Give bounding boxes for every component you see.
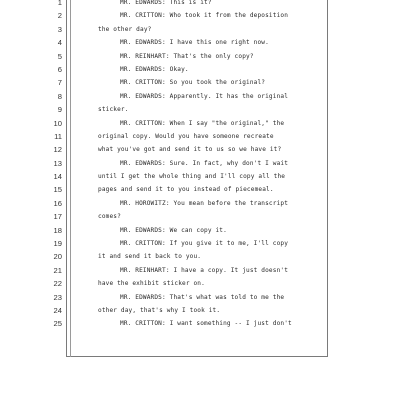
line-number: 11: [54, 131, 62, 141]
line-number: 10: [53, 118, 62, 128]
line-text: the other day?: [98, 25, 152, 33]
line-number: 1: [57, 0, 62, 7]
transcript-line: [0, 157, 400, 170]
line-number: 22: [53, 279, 62, 289]
line-number: 17: [53, 212, 62, 222]
transcript-line: [0, 170, 400, 183]
transcript-line: [0, 9, 400, 22]
transcript-line: [0, 197, 400, 210]
line-text: MR. CRITTON: I want something -- I just don't: [120, 320, 292, 328]
transcript-line: [0, 0, 400, 9]
line-text: MR. EDWARDS: I have this one right now.: [120, 39, 269, 47]
line-text: MR. EDWARDS: Sure. In fact, why don't I wait: [120, 159, 289, 167]
line-number: 12: [53, 145, 62, 155]
transcript-line: [0, 36, 400, 49]
transcript-line: [0, 264, 400, 277]
transcript-line: [0, 50, 400, 63]
line-number: 24: [53, 305, 62, 315]
transcript-line: [0, 224, 400, 237]
line-number: 21: [53, 265, 62, 275]
transcript-line: [0, 183, 400, 196]
line-text: MR. REINHART: That's the only copy?: [120, 52, 254, 60]
line-number: 15: [53, 185, 62, 195]
transcript-line: [0, 291, 400, 304]
line-text: original copy. Would you have someone recreate: [98, 132, 274, 140]
line-number: 16: [53, 198, 62, 208]
transcript-line: [0, 143, 400, 156]
line-number: 9: [57, 105, 62, 115]
line-number: 3: [57, 24, 62, 34]
line-text: MR. EDWARDS: That's what was told to me the: [120, 293, 285, 301]
line-number: 7: [57, 78, 62, 88]
transcript-line: [0, 117, 400, 130]
transcript-line: [0, 237, 400, 250]
transcript-line: [0, 250, 400, 263]
transcript-line: [0, 210, 400, 223]
line-text: MR. EDWARDS: Okay.: [120, 65, 189, 73]
line-number: 4: [57, 38, 62, 48]
line-text: it and send it back to you.: [98, 253, 202, 261]
line-number: 6: [57, 64, 62, 74]
transcript-line: [0, 76, 400, 89]
line-text: until I get the whole thing and I'll copy all the: [98, 173, 286, 181]
line-number: 25: [53, 319, 62, 329]
line-text: MR. CRITTON: Who took it from the deposition: [120, 12, 289, 20]
line-text: MR. CRITTON: So you took the original?: [120, 79, 266, 87]
line-text: MR. HOROWITZ: You mean before the transcript: [120, 199, 289, 207]
line-text: MR. EDWARDS: We can copy it.: [120, 226, 227, 234]
transcript-line: [0, 90, 400, 103]
transcript-line: [0, 103, 400, 116]
line-text: have the exhibit sticker on.: [98, 280, 205, 288]
line-text: other day, that's why I took it.: [98, 306, 221, 314]
line-text: what you've got and send it to us so we have it?: [98, 146, 282, 154]
line-number: 19: [53, 239, 62, 249]
line-number: 14: [53, 172, 62, 182]
line-text: MR. CRITTON: When I say "the original," the: [120, 119, 285, 127]
line-text: comes?: [98, 213, 121, 221]
line-text: MR. EDWARDS: Apparently. It has the original: [120, 92, 289, 100]
line-text: pages and send it to you instead of piecemeal.: [98, 186, 274, 194]
line-number: 8: [57, 91, 62, 101]
line-number: 5: [57, 51, 62, 61]
line-text: MR. EDWARDS: This is it?: [120, 0, 212, 6]
line-number: 23: [53, 292, 62, 302]
line-number: 18: [53, 225, 62, 235]
transcript-line: [0, 63, 400, 76]
transcript-line: [0, 130, 400, 143]
line-number: 20: [53, 252, 62, 262]
line-number: 2: [57, 11, 62, 21]
line-text: MR. REINHART: I have a copy. It just doesn't: [120, 266, 289, 274]
transcript-line: [0, 277, 400, 290]
transcript-line: [0, 304, 400, 317]
line-number: 13: [53, 158, 62, 168]
transcript-line: [0, 23, 400, 36]
line-text: sticker.: [98, 106, 129, 114]
line-text: MR. CRITTON: If you give it to me, I'll copy: [120, 240, 289, 248]
transcript-line: [0, 317, 400, 330]
